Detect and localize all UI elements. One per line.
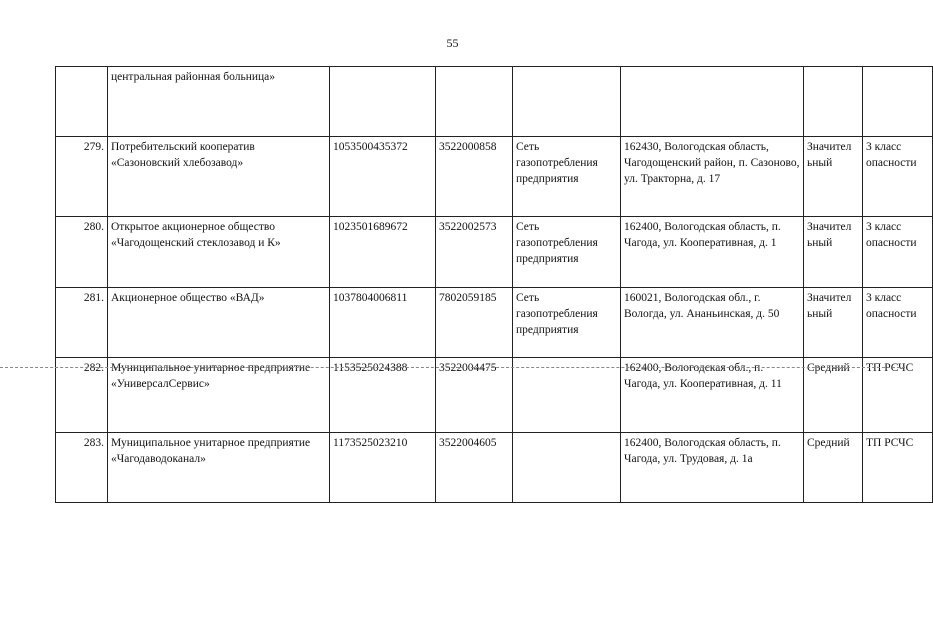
- hazard-class-cell: ТП РСЧС: [863, 358, 933, 433]
- table-row: [56, 217, 933, 288]
- row-number-cell: 281.: [56, 288, 108, 358]
- organization-name-cell: центральная районная больница»: [108, 67, 330, 137]
- object-cell: Сеть газопотребления предприятия: [513, 137, 621, 217]
- organization-name-cell: Акционерное общество «ВАД»: [108, 288, 330, 358]
- ogrn-cell: 1173525023210: [330, 433, 436, 503]
- risk-category-cell: Средний: [804, 433, 863, 503]
- risk-category-cell: Значител ьный: [804, 288, 863, 358]
- address-cell: 162430, Вологодская область, Чагодощенский район, п. Сазоново, ул. Тракторна, д. 17: [621, 137, 804, 217]
- ogrn-cell: 1037804006811: [330, 288, 436, 358]
- row-number-cell: 279.: [56, 137, 108, 217]
- object-cell: [513, 433, 621, 503]
- hazard-class-cell: 3 класс опасности: [863, 288, 933, 358]
- scan-artifact-line: [0, 367, 905, 368]
- inn-cell: 3522002573: [436, 217, 513, 288]
- table-row: [56, 137, 933, 217]
- table-row: [56, 433, 933, 503]
- table-row-continuation: [56, 67, 933, 137]
- inn-cell: 3522004605: [436, 433, 513, 503]
- ogrn-cell: 1023501689672: [330, 217, 436, 288]
- ogrn-cell: 1153525024388: [330, 358, 436, 433]
- table-row: [56, 358, 933, 433]
- page-number: 55: [446, 36, 459, 50]
- object-cell: Сеть газопотребления предприятия: [513, 288, 621, 358]
- organization-name-cell: Муниципальное унитарное предприятие «Чагодаводоканал»: [108, 433, 330, 503]
- hazard-class-cell: 3 класс опасности: [863, 217, 933, 288]
- address-cell: 162400, Вологодская обл., п. Чагода, ул. Кооперативная, д. 11: [621, 358, 804, 433]
- address-cell: 162400, Вологодская область, п. Чагода, ул. Трудовая, д. 1а: [621, 433, 804, 503]
- hazard-class-cell: 3 класс опасности: [863, 137, 933, 217]
- organization-name-cell: Открытое акционерное общество «Чагодощенский стеклозавод и К»: [108, 217, 330, 288]
- risk-category-cell: Средний: [804, 358, 863, 433]
- object-cell: [513, 358, 621, 433]
- hazard-class-cell: ТП РСЧС: [863, 433, 933, 503]
- organizations-table: [55, 66, 933, 503]
- ogrn-cell: 1053500435372: [330, 137, 436, 217]
- table-row: [56, 288, 933, 358]
- risk-category-cell: Значител ьный: [804, 217, 863, 288]
- row-number-cell: 283.: [56, 433, 108, 503]
- organization-name-cell: Муниципальное унитарное предприятие «УниверсалСервис»: [108, 358, 330, 433]
- address-cell: 162400, Вологодская область, п. Чагода, ул. Кооперативная, д. 1: [621, 217, 804, 288]
- inn-cell: 3522000858: [436, 137, 513, 217]
- inn-cell: 7802059185: [436, 288, 513, 358]
- inn-cell: 3522004475: [436, 358, 513, 433]
- risk-category-cell: Значител ьный: [804, 137, 863, 217]
- organization-name-cell: Потребительский кооператив «Сазоновский хлебозавод»: [108, 137, 330, 217]
- row-number-cell: [56, 67, 108, 137]
- row-number-cell: 282.: [56, 358, 108, 433]
- row-number-cell: 280.: [56, 217, 108, 288]
- address-cell: 160021, Вологодская обл., г. Вологда, ул. Ананьинская, д. 50: [621, 288, 804, 358]
- object-cell: Сеть газопотребления предприятия: [513, 217, 621, 288]
